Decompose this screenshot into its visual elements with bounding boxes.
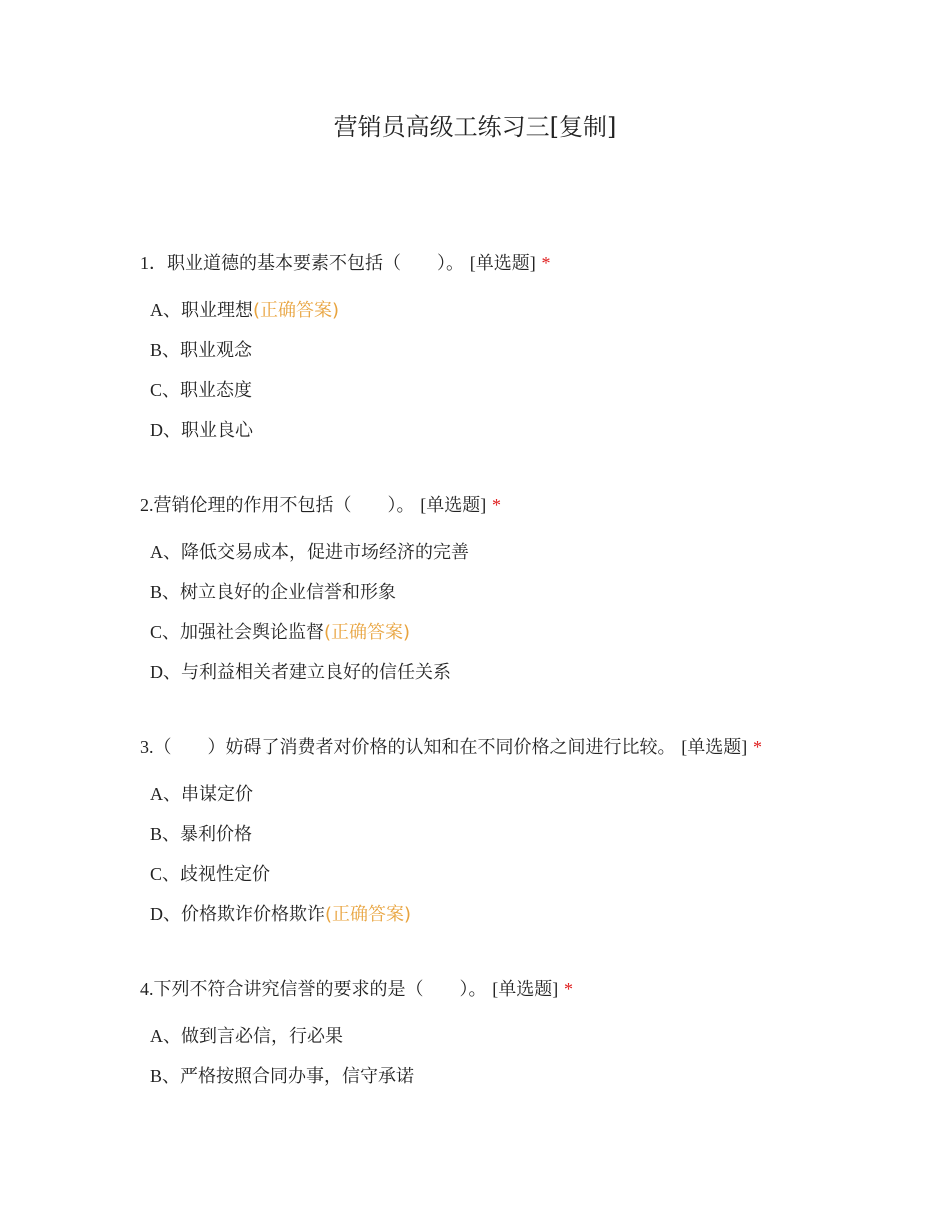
option-b	[150, 1063, 920, 1103]
option-letter: A、	[150, 1026, 181, 1046]
correct-answer-label: (正确答案)	[325, 904, 412, 925]
question-type-label: [单选题]	[420, 495, 487, 515]
required-mark: *	[752, 737, 762, 757]
option-letter: D、	[150, 662, 181, 682]
question-stem	[140, 976, 920, 1003]
option-letter: C、	[150, 380, 181, 400]
option-a	[150, 539, 920, 579]
option-letter: A、	[150, 542, 181, 562]
question-2	[140, 492, 920, 699]
question-type-label: [单选题]	[492, 979, 559, 999]
required-mark: *	[541, 253, 551, 273]
option-text: 降低交易成本，促进市场经济的完善	[181, 542, 469, 563]
option-a	[150, 1023, 920, 1063]
question-stem	[140, 734, 920, 761]
question-number: 2.	[140, 495, 154, 515]
question-text: 下列不符合讲究信誉的要求的是（ ）。	[153, 979, 487, 1000]
option-letter: B、	[150, 582, 181, 602]
document-title: 营销员高级工练习三[复制]	[333, 113, 617, 141]
option-text: 职业态度	[180, 380, 253, 401]
option-text: 做到言必信，行必果	[181, 1026, 343, 1047]
question-4	[140, 976, 920, 1103]
option-text: 职业观念	[180, 340, 253, 361]
question-stem	[140, 492, 920, 519]
option-list	[140, 1023, 920, 1103]
option-text: 暴利价格	[180, 824, 253, 845]
question-stem	[140, 250, 920, 277]
required-mark: *	[491, 495, 501, 515]
option-text: 歧视性定价	[180, 864, 271, 885]
option-b	[150, 579, 920, 619]
option-letter: D、	[150, 420, 181, 440]
option-letter: C、	[150, 622, 181, 642]
option-a	[150, 781, 920, 821]
option-text: 职业良心	[181, 420, 253, 441]
option-text: 树立良好的企业信誉和形象	[180, 582, 397, 603]
option-c	[150, 861, 920, 901]
option-text: 与利益相关者建立良好的信任关系	[181, 662, 451, 683]
question-text: （ ）妨碍了消费者对价格的认知和在不同价格之间进行比较。	[153, 737, 676, 758]
question-type-label: [单选题]	[469, 253, 536, 273]
question-1	[140, 250, 920, 457]
option-list	[140, 297, 920, 457]
question-number: 4.	[140, 979, 154, 999]
option-text: 串谋定价	[181, 784, 253, 805]
option-letter: A、	[150, 784, 181, 804]
question-number: 3.	[140, 737, 154, 757]
option-letter: A、	[150, 300, 181, 320]
option-c	[150, 377, 920, 417]
option-text: 职业理想	[181, 300, 253, 321]
question-type-label: [单选题]	[681, 737, 748, 757]
option-d	[150, 659, 920, 699]
required-mark: *	[563, 979, 573, 999]
correct-answer-label: (正确答案)	[324, 622, 411, 643]
option-letter: B、	[150, 340, 181, 360]
option-c	[150, 619, 920, 659]
option-a	[150, 297, 920, 337]
option-letter: B、	[150, 1066, 181, 1086]
option-d	[150, 901, 920, 941]
option-letter: B、	[150, 824, 181, 844]
question-text: 职业道德的基本要素不包括（ ）。	[167, 253, 464, 274]
option-text: 加强社会舆论监督	[180, 622, 325, 643]
option-letter: D、	[150, 904, 181, 924]
option-list	[140, 539, 920, 699]
option-d	[150, 417, 920, 457]
question-text: 营销伦理的作用不包括（ ）。	[153, 495, 415, 516]
option-b	[150, 337, 920, 377]
option-list	[140, 781, 920, 941]
question-3	[140, 734, 920, 941]
option-letter: C、	[150, 864, 181, 884]
question-number: 1．	[140, 253, 167, 273]
option-text: 价格欺诈价格欺诈	[181, 904, 325, 925]
option-text: 严格按照合同办事，信守承诺	[180, 1066, 415, 1087]
correct-answer-label: (正确答案)	[253, 300, 340, 321]
option-b	[150, 821, 920, 861]
